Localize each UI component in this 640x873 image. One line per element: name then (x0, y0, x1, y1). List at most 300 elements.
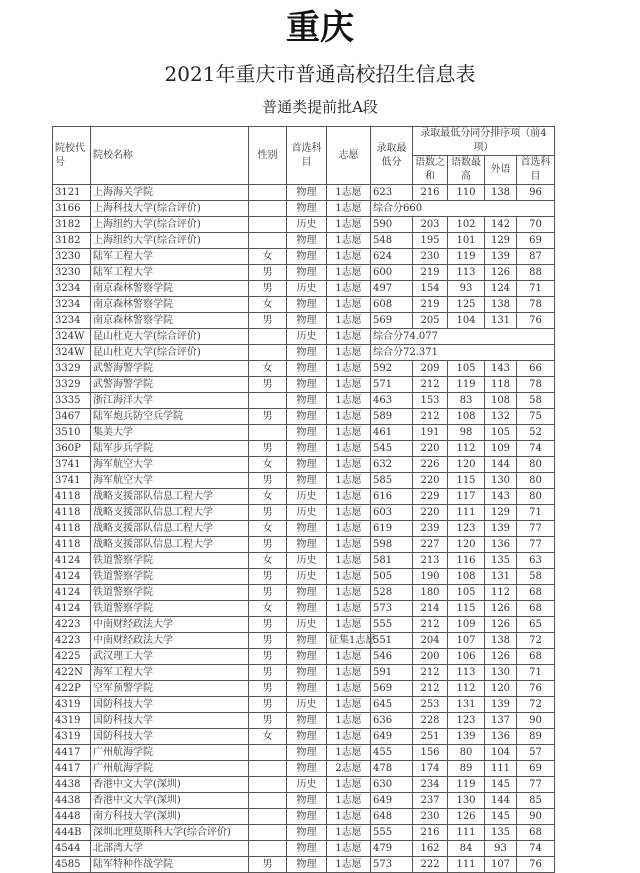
cell-subject: 物理 (287, 457, 327, 473)
cell-rank-max: 119 (448, 249, 485, 265)
table-row (53, 777, 555, 793)
cell-rank-sum: 216 (413, 185, 448, 201)
cell-rank-subject: 76 (517, 857, 555, 873)
cell-gender: 男 (249, 585, 287, 601)
cell-rank-subject: 77 (517, 521, 555, 537)
cell-rank-sum: 153 (413, 393, 448, 409)
cell-code: 3335 (53, 393, 91, 409)
cell-subject: 物理 (287, 825, 327, 841)
cell-rank-subject: 66 (517, 361, 555, 377)
cell-rank-subject: 76 (517, 313, 555, 329)
cell-subject: 物理 (287, 681, 327, 697)
table-row (53, 809, 555, 825)
cell-wish: 1志愿 (327, 585, 371, 601)
cell-score: 590 (371, 217, 413, 233)
cell-composite-score: 综合分72.371 (371, 345, 555, 361)
cell-score: 632 (371, 457, 413, 473)
cell-gender: 男 (249, 617, 287, 633)
cell-code: 4585 (53, 857, 91, 873)
cell-rank-subject: 80 (517, 457, 555, 473)
cell-rank-subject: 85 (517, 793, 555, 809)
cell-score: 478 (371, 761, 413, 777)
table-row (53, 489, 555, 505)
header-rank-group: 录取最低分同分排序项（前4项） (413, 127, 555, 156)
cell-code: 3741 (53, 473, 91, 489)
cell-wish: 2志愿 (327, 761, 371, 777)
cell-score: 619 (371, 521, 413, 537)
cell-wish: 1志愿 (327, 425, 371, 441)
cell-rank-foreign: 126 (485, 601, 517, 617)
cell-rank-subject: 68 (517, 649, 555, 665)
cell-name: 上海海关学院 (91, 185, 249, 201)
cell-gender (249, 809, 287, 825)
cell-rank-subject: 69 (517, 761, 555, 777)
table-row (53, 601, 555, 617)
cell-name: 深圳北理莫斯科大学(综合评价) (91, 825, 249, 841)
cell-rank-subject: 69 (517, 233, 555, 249)
cell-rank-sum: 204 (413, 633, 448, 649)
cell-rank-max: 116 (448, 553, 485, 569)
cell-code: 4118 (53, 537, 91, 553)
header-rank-subject: 首选科目 (517, 156, 555, 185)
cell-rank-subject: 78 (517, 297, 555, 313)
header-rank-sum: 语数之和 (413, 156, 448, 185)
cell-rank-subject: 52 (517, 425, 555, 441)
cell-wish: 1志愿 (327, 697, 371, 713)
cell-rank-subject: 90 (517, 713, 555, 729)
cell-name: 中南财经政法大学 (91, 633, 249, 649)
cell-name: 中南财经政法大学 (91, 617, 249, 633)
cell-gender: 男 (249, 857, 287, 873)
cell-wish: 1志愿 (327, 473, 371, 489)
cell-score: 569 (371, 681, 413, 697)
cell-score: 555 (371, 825, 413, 841)
cell-name: 铁道警察学院 (91, 585, 249, 601)
cell-gender: 男 (249, 265, 287, 281)
cell-wish: 1志愿 (327, 793, 371, 809)
cell-rank-sum: 214 (413, 601, 448, 617)
cell-rank-foreign: 143 (485, 361, 517, 377)
cell-subject: 物理 (287, 745, 327, 761)
cell-rank-foreign: 142 (485, 217, 517, 233)
cell-rank-subject: 78 (517, 377, 555, 393)
table-row (53, 201, 555, 217)
cell-score: 636 (371, 713, 413, 729)
cell-rank-max: 101 (448, 233, 485, 249)
cell-gender: 女 (249, 521, 287, 537)
cell-wish: 1志愿 (327, 409, 371, 425)
header-rank-max: 语数最高 (448, 156, 485, 185)
table-row (53, 297, 555, 313)
cell-score: 600 (371, 265, 413, 281)
cell-code: 3182 (53, 217, 91, 233)
cell-rank-sum: 195 (413, 233, 448, 249)
cell-gender: 男 (249, 649, 287, 665)
cell-rank-foreign: 136 (485, 729, 517, 745)
cell-rank-foreign: 126 (485, 649, 517, 665)
cell-score: 616 (371, 489, 413, 505)
cell-code: 3234 (53, 297, 91, 313)
cell-code: 4118 (53, 521, 91, 537)
cell-name: 陆军工程大学 (91, 265, 249, 281)
cell-score: 581 (371, 553, 413, 569)
cell-code: 3467 (53, 409, 91, 425)
cell-rank-sum: 239 (413, 521, 448, 537)
cell-name: 北部湾大学 (91, 841, 249, 857)
cell-gender (249, 793, 287, 809)
cell-code: 3121 (53, 185, 91, 201)
cell-score: 548 (371, 233, 413, 249)
cell-composite-score: 综合分660 (371, 201, 555, 217)
cell-code: 422N (53, 665, 91, 681)
cell-gender (249, 777, 287, 793)
cell-code: 3510 (53, 425, 91, 441)
table-row (53, 281, 555, 297)
cell-rank-sum: 162 (413, 841, 448, 857)
cell-subject: 物理 (287, 665, 327, 681)
cell-name: 战略支援部队信息工程大学 (91, 521, 249, 537)
cell-rank-sum: 205 (413, 313, 448, 329)
cell-rank-max: 112 (448, 441, 485, 457)
cell-rank-foreign: 131 (485, 569, 517, 585)
cell-rank-foreign: 129 (485, 233, 517, 249)
cell-rank-sum: 180 (413, 585, 448, 601)
cell-subject: 物理 (287, 809, 327, 825)
cell-rank-foreign: 126 (485, 265, 517, 281)
cell-name: 上海纽约大学(综合评价) (91, 233, 249, 249)
cell-subject: 物理 (287, 713, 327, 729)
cell-wish: 1志愿 (327, 649, 371, 665)
cell-rank-max: 111 (448, 825, 485, 841)
cell-rank-max: 105 (448, 361, 485, 377)
table-row (53, 633, 555, 649)
table-row (53, 841, 555, 857)
cell-name: 浙江海洋大学 (91, 393, 249, 409)
cell-rank-foreign: 120 (485, 681, 517, 697)
cell-gender: 男 (249, 633, 287, 649)
header-rank-foreign: 外语 (485, 156, 517, 185)
cell-rank-subject: 80 (517, 489, 555, 505)
cell-subject: 物理 (287, 425, 327, 441)
table-row (53, 793, 555, 809)
cell-code: 4544 (53, 841, 91, 857)
cell-rank-max: 123 (448, 521, 485, 537)
cell-rank-subject: 89 (517, 729, 555, 745)
table-row (53, 233, 555, 249)
cell-gender: 男 (249, 473, 287, 489)
cell-rank-sum: 253 (413, 697, 448, 713)
cell-subject: 物理 (287, 601, 327, 617)
cell-subject: 历史 (287, 777, 327, 793)
cell-gender (249, 425, 287, 441)
cell-score: 603 (371, 505, 413, 521)
cell-rank-sum: 222 (413, 857, 448, 873)
cell-rank-sum: 190 (413, 569, 448, 585)
cell-rank-max: 120 (448, 457, 485, 473)
cell-gender: 男 (249, 409, 287, 425)
table-row (53, 377, 555, 393)
cell-score: 648 (371, 809, 413, 825)
cell-rank-subject: 88 (517, 265, 555, 281)
cell-code: 4124 (53, 569, 91, 585)
cell-rank-max: 112 (448, 681, 485, 697)
cell-name: 国防科技大学 (91, 729, 249, 745)
cell-rank-foreign: 137 (485, 713, 517, 729)
cell-subject: 历史 (287, 617, 327, 633)
cell-gender (249, 233, 287, 249)
cell-subject: 历史 (287, 569, 327, 585)
table-row (53, 393, 555, 409)
cell-rank-foreign: 135 (485, 825, 517, 841)
cell-wish: 1志愿 (327, 857, 371, 873)
document-subtitle: 普通类提前批A段 (262, 98, 378, 116)
cell-rank-max: 115 (448, 473, 485, 489)
header-wish: 志愿 (327, 127, 371, 185)
cell-name: 铁道警察学院 (91, 569, 249, 585)
cell-name: 南方科技大学(深圳) (91, 809, 249, 825)
cell-score: 497 (371, 281, 413, 297)
cell-rank-max: 119 (448, 777, 485, 793)
cell-wish: 1志愿 (327, 361, 371, 377)
cell-score: 505 (371, 569, 413, 585)
cell-code: 3234 (53, 313, 91, 329)
cell-score: 546 (371, 649, 413, 665)
cell-score: 591 (371, 665, 413, 681)
table-row (53, 665, 555, 681)
cell-name: 南京森林警察学院 (91, 281, 249, 297)
table-row (53, 553, 555, 569)
table-row (53, 329, 555, 345)
cell-score: 573 (371, 601, 413, 617)
cell-rank-max: 126 (448, 809, 485, 825)
cell-rank-max: 139 (448, 729, 485, 745)
cell-subject: 物理 (287, 393, 327, 409)
table-body (53, 185, 555, 873)
cell-name: 陆军特种作战学院 (91, 857, 249, 873)
cell-rank-subject: 72 (517, 697, 555, 713)
cell-rank-max: 104 (448, 313, 485, 329)
cell-code: 4319 (53, 713, 91, 729)
cell-name: 香港中文大学(深圳) (91, 793, 249, 809)
cell-rank-sum: 209 (413, 361, 448, 377)
cell-name: 南京森林警察学院 (91, 313, 249, 329)
cell-rank-sum: 229 (413, 489, 448, 505)
cell-rank-max: 93 (448, 281, 485, 297)
cell-rank-foreign: 145 (485, 777, 517, 793)
cell-rank-max: 105 (448, 585, 485, 601)
cell-score: 479 (371, 841, 413, 857)
cell-code: 4417 (53, 745, 91, 761)
cell-rank-subject: 90 (517, 809, 555, 825)
table-row (53, 249, 555, 265)
cell-code: 360P (53, 441, 91, 457)
cell-rank-subject: 74 (517, 441, 555, 457)
cell-gender: 男 (249, 537, 287, 553)
cell-rank-foreign: 118 (485, 377, 517, 393)
cell-rank-sum: 220 (413, 473, 448, 489)
cell-subject: 物理 (287, 409, 327, 425)
cell-rank-sum: 212 (413, 377, 448, 393)
header-code: 院校代号 (53, 127, 91, 185)
cell-gender: 女 (249, 457, 287, 473)
cell-rank-foreign: 112 (485, 585, 517, 601)
cell-rank-sum: 154 (413, 281, 448, 297)
cell-name: 铁道警察学院 (91, 553, 249, 569)
table-row (53, 409, 555, 425)
cell-name: 战略支援部队信息工程大学 (91, 537, 249, 553)
cell-rank-subject: 58 (517, 393, 555, 409)
table-row (53, 313, 555, 329)
table-row (53, 521, 555, 537)
cell-wish: 1志愿 (327, 217, 371, 233)
cell-rank-max: 131 (448, 697, 485, 713)
cell-code: 4417 (53, 761, 91, 777)
cell-rank-foreign: 109 (485, 441, 517, 457)
cell-wish: 1志愿 (327, 665, 371, 681)
cell-rank-sum: 212 (413, 665, 448, 681)
cell-rank-subject: 77 (517, 537, 555, 553)
cell-code: 4319 (53, 697, 91, 713)
cell-rank-sum: 251 (413, 729, 448, 745)
cell-gender: 女 (249, 553, 287, 569)
cell-rank-max: 113 (448, 265, 485, 281)
cell-wish: 1志愿 (327, 329, 371, 345)
table-row (53, 345, 555, 361)
cell-subject: 物理 (287, 857, 327, 873)
cell-subject: 物理 (287, 793, 327, 809)
cell-rank-max: 80 (448, 745, 485, 761)
table-row (53, 505, 555, 521)
cell-rank-foreign: 135 (485, 553, 517, 569)
cell-name: 武警海警学院 (91, 361, 249, 377)
cell-wish: 1志愿 (327, 377, 371, 393)
cell-name: 海军工程大学 (91, 665, 249, 681)
cell-rank-sum: 230 (413, 809, 448, 825)
cell-code: 3166 (53, 201, 91, 217)
cell-name: 战略支援部队信息工程大学 (91, 505, 249, 521)
cell-code: 3329 (53, 377, 91, 393)
cell-rank-subject: 68 (517, 585, 555, 601)
cell-score: 592 (371, 361, 413, 377)
cell-wish: 1志愿 (327, 345, 371, 361)
cell-rank-max: 102 (448, 217, 485, 233)
cell-rank-sum: 212 (413, 617, 448, 633)
cell-rank-sum: 227 (413, 537, 448, 553)
cell-wish: 1志愿 (327, 505, 371, 521)
cell-wish: 1志愿 (327, 313, 371, 329)
table-row (53, 185, 555, 201)
cell-subject: 历史 (287, 505, 327, 521)
cell-rank-foreign: 93 (485, 841, 517, 857)
cell-subject: 物理 (287, 649, 327, 665)
cell-rank-sum: 191 (413, 425, 448, 441)
cell-name: 武警海警学院 (91, 377, 249, 393)
cell-rank-subject: 68 (517, 825, 555, 841)
cell-subject: 物理 (287, 233, 327, 249)
cell-subject: 物理 (287, 361, 327, 377)
cell-subject: 物理 (287, 265, 327, 281)
cell-name: 国防科技大学 (91, 697, 249, 713)
cell-rank-foreign: 111 (485, 761, 517, 777)
cell-rank-subject: 70 (517, 217, 555, 233)
cell-wish: 1志愿 (327, 265, 371, 281)
cell-gender (249, 393, 287, 409)
cell-rank-max: 84 (448, 841, 485, 857)
cell-rank-sum: 237 (413, 793, 448, 809)
cell-rank-subject: 77 (517, 777, 555, 793)
cell-subject: 历史 (287, 329, 327, 345)
cell-code: 324W (53, 345, 91, 361)
cell-score: 573 (371, 857, 413, 873)
table-row (53, 681, 555, 697)
cell-subject: 物理 (287, 585, 327, 601)
cell-gender (249, 329, 287, 345)
cell-rank-max: 83 (448, 393, 485, 409)
cell-rank-subject: 96 (517, 185, 555, 201)
cell-rank-foreign: 105 (485, 425, 517, 441)
cell-rank-subject: 75 (517, 409, 555, 425)
cell-score: 551 (371, 633, 413, 649)
cell-gender (249, 761, 287, 777)
cell-rank-foreign: 129 (485, 505, 517, 521)
cell-wish: 征集1志愿 (327, 633, 371, 649)
cell-rank-foreign: 138 (485, 297, 517, 313)
cell-rank-foreign: 145 (485, 809, 517, 825)
cell-code: 3182 (53, 233, 91, 249)
table-row (53, 857, 555, 873)
header-name: 院校名称 (91, 127, 249, 185)
cell-gender: 男 (249, 505, 287, 521)
cell-wish: 1志愿 (327, 201, 371, 217)
cell-wish: 1志愿 (327, 601, 371, 617)
cell-score: 528 (371, 585, 413, 601)
cell-score: 649 (371, 793, 413, 809)
table-row (53, 745, 555, 761)
cell-wish: 1志愿 (327, 681, 371, 697)
cell-name: 上海科技大学(综合评价) (91, 201, 249, 217)
cell-code: 3234 (53, 281, 91, 297)
cell-rank-subject: 74 (517, 841, 555, 857)
cell-code: 4118 (53, 505, 91, 521)
cell-score: 571 (371, 377, 413, 393)
table-row (53, 585, 555, 601)
cell-rank-max: 107 (448, 633, 485, 649)
cell-rank-max: 110 (448, 185, 485, 201)
cell-rank-foreign: 131 (485, 313, 517, 329)
cell-rank-max: 115 (448, 601, 485, 617)
table-row (53, 425, 555, 441)
cell-score: 598 (371, 537, 413, 553)
cell-score: 461 (371, 425, 413, 441)
cell-gender: 女 (249, 361, 287, 377)
table-row (53, 825, 555, 841)
cell-rank-sum: 212 (413, 409, 448, 425)
cell-rank-foreign: 139 (485, 521, 517, 537)
cell-subject: 物理 (287, 841, 327, 857)
cell-rank-foreign: 126 (485, 617, 517, 633)
cell-gender: 女 (249, 601, 287, 617)
header-gender: 性别 (249, 127, 287, 185)
page-heading: 重庆 (286, 8, 354, 48)
cell-gender: 男 (249, 281, 287, 297)
cell-score: 463 (371, 393, 413, 409)
cell-rank-sum: 226 (413, 457, 448, 473)
cell-name: 集美大学 (91, 425, 249, 441)
cell-rank-foreign: 139 (485, 249, 517, 265)
cell-wish: 1志愿 (327, 521, 371, 537)
table-row (53, 729, 555, 745)
cell-rank-foreign: 130 (485, 665, 517, 681)
